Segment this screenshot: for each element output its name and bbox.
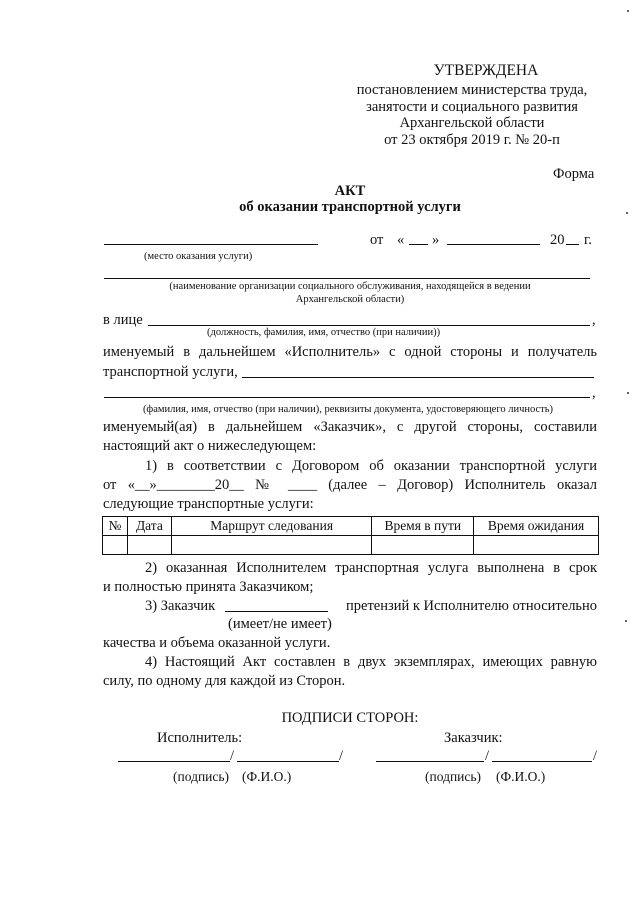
item-3-customer-label: 3) Заказчик — [145, 598, 216, 614]
organization-caption-2: Архангельской области) — [295, 294, 405, 305]
table-header-cell: Время в пути — [372, 517, 474, 536]
signatures-heading: ПОДПИСИ СТОРОН: — [281, 710, 419, 726]
item-3-line-2: качества и объема оказанной услуги. — [103, 635, 331, 651]
item-4-line-1: 4) Настоящий Акт составлен в двух экземплярах, имеющих равную — [145, 654, 597, 670]
table-cell[interactable] — [127, 536, 171, 555]
form-label: Форма — [553, 166, 595, 182]
executor-sign-caption: (подпись) — [173, 769, 230, 784]
date-year-suffix: г. — [584, 232, 592, 248]
executor-name-caption: (Ф.И.О.) — [242, 769, 292, 784]
claims-field-line[interactable] — [225, 611, 328, 612]
approval-line-2: занятости и социального развития — [366, 99, 578, 115]
paragraph-1-line-1: именуемый в дальнейшем «Исполнитель» с одной стороны и получатель — [103, 344, 597, 360]
organization-caption-1: (наименование организации социального обслуживания, находящейся в ведении — [169, 281, 531, 292]
item-2-line-1: 2) оказанная Исполнителем транспортная услуга выполнена в срок — [145, 560, 597, 576]
table-cell[interactable] — [474, 536, 599, 555]
customer-signature-field-line[interactable] — [376, 761, 484, 762]
in-person-comma: , — [592, 312, 596, 328]
recipient-field-line-1[interactable] — [242, 377, 594, 378]
customer-name-caption: (Ф.И.О.) — [496, 769, 546, 784]
executor-slash-end: / — [339, 748, 344, 764]
document-subtitle: об оказании транспортной услуги — [239, 199, 461, 215]
date-year-field-line[interactable] — [566, 244, 579, 245]
item-1-line-3: следующие транспортные услуги: — [103, 496, 314, 512]
paragraph-2-line-2: настоящий акт о нижеследующем: — [103, 438, 317, 454]
date-quote-close: » — [432, 232, 440, 248]
customer-name-field-line[interactable] — [492, 761, 592, 762]
table-cell[interactable] — [171, 536, 372, 555]
table-header-cell: Маршрут следования — [171, 517, 372, 536]
table-cell[interactable] — [103, 536, 128, 555]
executor-slash: / — [230, 748, 235, 764]
representative-field-line[interactable] — [148, 325, 590, 326]
item-3-caption: (имеет/не имеет) — [228, 616, 332, 632]
in-person-label: в лице — [103, 312, 143, 328]
table-header-cell: Дата — [127, 517, 171, 536]
position-caption: (должность, фамилия, имя, отчество (при наличии)) — [207, 327, 441, 338]
date-day-field-line[interactable] — [409, 244, 428, 245]
scan-speck — [625, 620, 627, 622]
table-header-cell: № — [103, 517, 128, 536]
table-cell[interactable] — [372, 536, 474, 555]
approval-line-4: от 23 октября 2019 г. № 20-п — [384, 132, 560, 148]
paragraph-1-line-2: транспортной услуги, — [103, 364, 238, 380]
approval-line-3: Архангельской области — [399, 115, 545, 131]
date-month-field-line[interactable] — [447, 244, 540, 245]
item-1-line-1: 1) в соответствии с Договором об оказании транспортной услуги — [145, 458, 597, 474]
scan-speck — [626, 212, 628, 214]
place-field-line[interactable] — [104, 244, 318, 245]
services-table — [102, 516, 599, 555]
recipient-comma: , — [592, 385, 596, 401]
table-header-row — [103, 517, 599, 536]
customer-slash-end: / — [593, 748, 598, 764]
item-4-line-2: силу, по одному для каждой из Сторон. — [103, 673, 346, 689]
customer-slash: / — [485, 748, 490, 764]
item-3-line-1-rest: претензий к Исполнителю относительно — [346, 598, 598, 614]
scan-speck — [627, 392, 629, 394]
recipient-caption: (фамилия, имя, отчество (при наличии), реквизиты документа, удостоверяющего личность) — [142, 404, 554, 415]
scan-speck — [627, 10, 629, 12]
paragraph-2-line-1: именуемый(ая) в дальнейшем «Заказчик», с другой стороны, составили — [103, 419, 597, 435]
date-ot: от — [370, 232, 384, 248]
executor-label: Исполнитель: — [157, 730, 243, 746]
organization-field-line[interactable] — [104, 278, 590, 279]
table-row — [103, 536, 599, 555]
approval-line-1: постановлением министерства труда, — [356, 82, 588, 98]
table-header-cell: Время ожидания — [474, 517, 599, 536]
date-quote-open: « — [397, 232, 405, 248]
customer-label: Заказчик: — [444, 730, 503, 746]
document-title: АКТ — [334, 183, 366, 199]
item-2-line-2: и полностью принята Заказчиком; — [103, 579, 314, 595]
recipient-field-line-2[interactable] — [104, 397, 590, 398]
customer-sign-caption: (подпись) — [425, 769, 482, 784]
date-year-prefix: 20 — [550, 232, 565, 248]
place-caption: (место оказания услуги) — [144, 251, 253, 262]
executor-name-field-line[interactable] — [237, 761, 339, 762]
executor-signature-field-line[interactable] — [118, 761, 230, 762]
item-1-line-2: от «__»________20__ № ____ (далее – Договор) Исполнитель оказал — [103, 477, 597, 493]
approval-heading: УТВЕРЖДЕНА — [433, 62, 539, 79]
